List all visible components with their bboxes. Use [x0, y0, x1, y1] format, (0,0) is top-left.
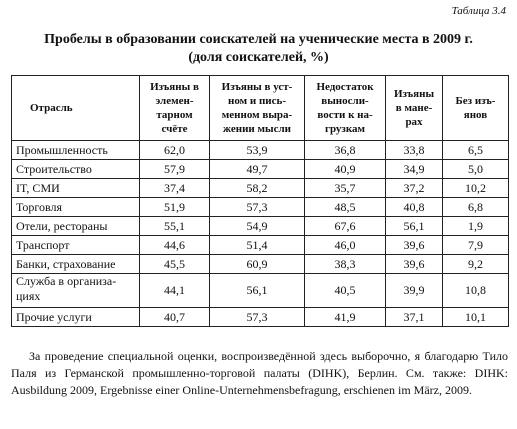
column-header: Изъяны в уст-ном и пись-менном выра-жении мысли [210, 76, 305, 141]
value-cell: 67,6 [305, 217, 386, 236]
value-cell: 10,8 [443, 274, 509, 308]
column-header: Отрасль [12, 76, 140, 141]
value-cell: 40,5 [305, 274, 386, 308]
industry-cell: Транспорт [12, 236, 140, 255]
value-cell: 56,1 [210, 274, 305, 308]
value-cell: 46,0 [305, 236, 386, 255]
table-title [0, 31, 517, 67]
table-row [12, 274, 509, 308]
value-cell: 40,8 [386, 198, 443, 217]
value-cell: 55,1 [140, 217, 210, 236]
footnote-text: За проведение специальной оценки, воспроизведённой здесь выборочно, я благодарю Тило Паля из Германской промышленно-торговой палаты (DIHK), Берлин. См. также: DIHK: Ausbildung 2009, Ergebnisse einer Online-Unternehmensbefragung, erschienen im März, 2009. [11, 349, 508, 397]
column-header: Недостаток выносли-вости к на-грузкам [305, 76, 386, 141]
table-row [12, 179, 509, 198]
column-header: Изъяны в элемен-тарном счёте [140, 76, 210, 141]
value-cell: 36,8 [305, 141, 386, 160]
value-cell: 38,3 [305, 255, 386, 274]
value-cell: 51,4 [210, 236, 305, 255]
table-row [12, 198, 509, 217]
value-cell: 33,8 [386, 141, 443, 160]
data-table [11, 75, 509, 327]
value-cell: 62,0 [140, 141, 210, 160]
column-header: Без изъ-янов [443, 76, 509, 141]
table-row [12, 236, 509, 255]
industry-cell: Служба в организа-циях [12, 274, 140, 308]
column-header: Изъяны в мане-рах [386, 76, 443, 141]
value-cell: 57,3 [210, 308, 305, 327]
table-number: Таблица 3.4 [451, 5, 506, 17]
industry-cell: Прочие услуги [12, 308, 140, 327]
value-cell: 5,0 [443, 160, 509, 179]
value-cell: 39,9 [386, 274, 443, 308]
value-cell: 37,4 [140, 179, 210, 198]
header-row [12, 76, 509, 141]
industry-cell: Строительство [12, 160, 140, 179]
footnote [11, 348, 508, 399]
value-cell: 57,9 [140, 160, 210, 179]
table-row [12, 160, 509, 179]
value-cell: 60,9 [210, 255, 305, 274]
value-cell: 37,1 [386, 308, 443, 327]
value-cell: 40,7 [140, 308, 210, 327]
table-row [12, 308, 509, 327]
industry-cell: Промышленность [12, 141, 140, 160]
value-cell: 44,6 [140, 236, 210, 255]
value-cell: 41,9 [305, 308, 386, 327]
value-cell: 54,9 [210, 217, 305, 236]
table-row [12, 141, 509, 160]
value-cell: 7,9 [443, 236, 509, 255]
value-cell: 40,9 [305, 160, 386, 179]
value-cell: 39,6 [386, 236, 443, 255]
industry-cell: Отели, рестораны [12, 217, 140, 236]
value-cell: 58,2 [210, 179, 305, 198]
value-cell: 34,9 [386, 160, 443, 179]
industry-cell: IT, СМИ [12, 179, 140, 198]
value-cell: 10,1 [443, 308, 509, 327]
value-cell: 37,2 [386, 179, 443, 198]
value-cell: 56,1 [386, 217, 443, 236]
value-cell: 35,7 [305, 179, 386, 198]
value-cell: 45,5 [140, 255, 210, 274]
value-cell: 49,7 [210, 160, 305, 179]
table-title-line1: Пробелы в образовании соискателей на ученические места в 2009 г. [44, 32, 473, 47]
value-cell: 10,2 [443, 179, 509, 198]
industry-cell: Торговля [12, 198, 140, 217]
value-cell: 9,2 [443, 255, 509, 274]
industry-cell: Банки, страхование [12, 255, 140, 274]
value-cell: 57,3 [210, 198, 305, 217]
value-cell: 48,5 [305, 198, 386, 217]
value-cell: 6,8 [443, 198, 509, 217]
value-cell: 44,1 [140, 274, 210, 308]
value-cell: 51,9 [140, 198, 210, 217]
value-cell: 39,6 [386, 255, 443, 274]
table-title-line2: (доля соискателей, %) [188, 50, 329, 65]
table-row [12, 217, 509, 236]
value-cell: 1,9 [443, 217, 509, 236]
value-cell: 6,5 [443, 141, 509, 160]
value-cell: 53,9 [210, 141, 305, 160]
table-row [12, 255, 509, 274]
